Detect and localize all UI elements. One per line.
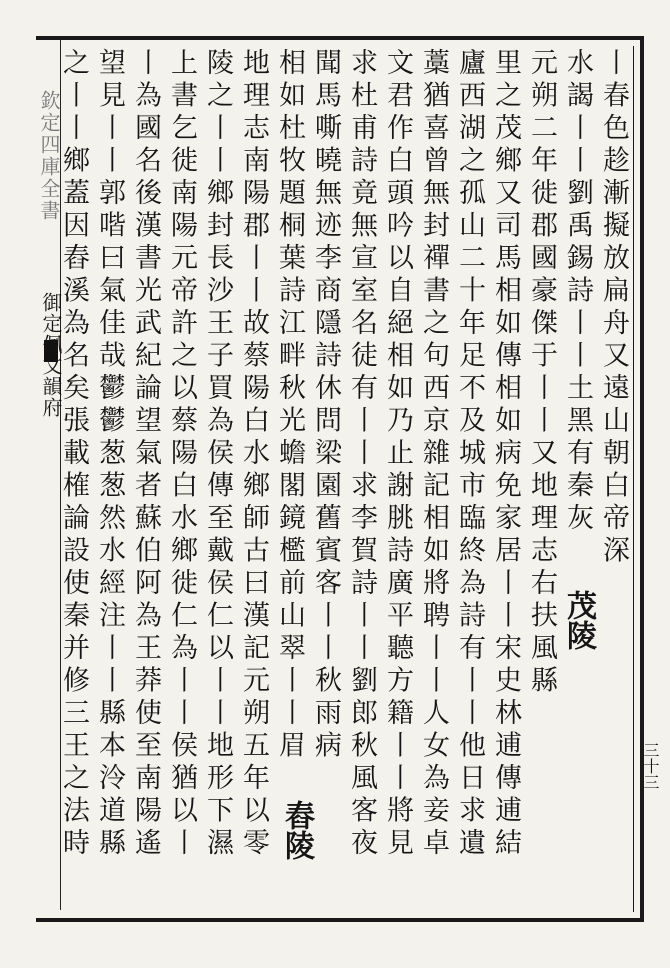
heading-maoling: 茂陵 (561, 590, 596, 650)
text-column-10 (270, 48, 308, 908)
spine-book-title: 御定佩文韻府 (39, 292, 63, 418)
text-column-7 (378, 48, 416, 908)
spine-collection-title: 欽定四庫全書 (37, 90, 61, 222)
text-column-4 (486, 48, 524, 908)
column-text: 求杜甫詩竟無宣室名徒有丨丨求李賀詩丨丨劉郎秋風客夜 (346, 48, 377, 861)
text-column-16 (54, 48, 92, 908)
column-text: 地理志南陽郡丨丨故蔡陽白水鄉師古曰漢記元朔五年以零 (238, 48, 269, 861)
main-text-area (58, 48, 632, 908)
text-column-14 (126, 48, 164, 908)
text-column-11 (234, 48, 272, 908)
text-column-15 (90, 48, 128, 908)
text-column-5 (450, 48, 488, 908)
text-column-6 (414, 48, 452, 908)
column-text: 望見丨丨郭喈曰氣佳哉鬱鬱葱葱然水經注丨丨縣本泠道縣 (94, 48, 125, 861)
text-column-13 (162, 48, 200, 908)
heading-chongling-block (278, 800, 318, 900)
column-text: 聞馬嘶曉無迹李商隱詩休問梁園舊賓客丨丨秋雨病 (310, 48, 341, 763)
column-text: 丨為國名後漢書光武紀論望氣者蘇伯阿為王莽使至南陽遙 (130, 48, 161, 861)
text-column-12 (198, 48, 236, 908)
column-text: 元朔二年徙郡國豪傑于丨丨又地理志右扶風縣 (526, 48, 557, 698)
column-text: 陵之丨丨鄉封長沙王子買為侯傳至戴侯仁以丨丨地形下濕 (202, 48, 233, 861)
heading-maoling-block (560, 590, 600, 910)
column-text: 廬西湖之孤山二十年足不及城市臨終為詩有丨丨他日求遺 (454, 48, 485, 861)
text-column-3 (522, 48, 560, 908)
column-text: 里之茂鄉又司馬相如傳相如病免家居丨丨宋史林逋傳逋結 (490, 48, 521, 861)
folio-number: 三十三 (641, 742, 660, 790)
column-text: 藁猶喜曾無封禪書之句西京雜記相如將聘丨丨人女為妾卓 (418, 48, 449, 861)
column-text: 文君作白頭吟以自絕相如乃止謝朓詩廣平聽方籍丨丨將見 (382, 48, 413, 861)
text-column-8 (342, 48, 380, 908)
column-text: 水謁丨丨劉禹錫詩丨丨土黑有秦灰 (562, 48, 593, 536)
column-text: 上書乞徙南陽元帝許之以蔡陽白水鄉徙仁為丨丨侯猶以丨 (166, 48, 197, 861)
heading-chongling: 舂陵 (279, 800, 314, 860)
text-column-9 (306, 48, 344, 908)
column-text: 相如杜牧題桐葉詩江畔秋光蟾閣鏡檻前山翠丨丨眉 (274, 48, 305, 763)
column-text: 之丨丨鄉蓋因舂溪為名矣張載榷論設使秦并修三王之法時 (58, 48, 89, 861)
column-text: 丨春色趁漸擬放扁舟又遠山朝白帝深 (598, 48, 629, 568)
